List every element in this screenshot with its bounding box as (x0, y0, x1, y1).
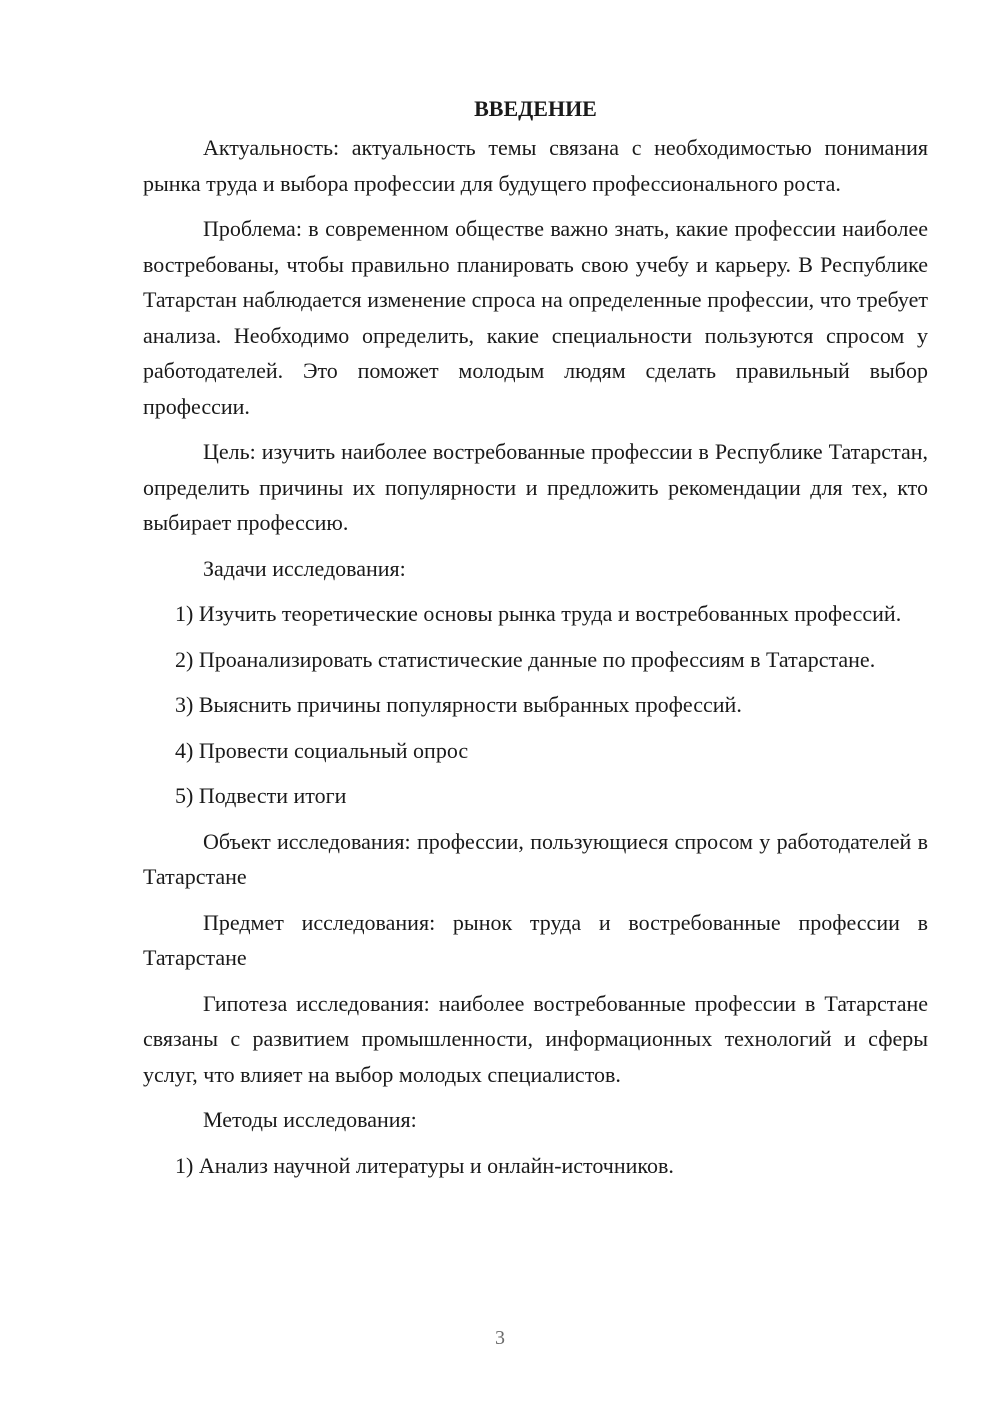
paragraph-goal: Цель: изучить наиболее востребованные профессии в Республике Татарстан, определить причины их популярности и предложить рекомендации для тех, кто выбирает профессию. (143, 439, 928, 535)
paragraph-subject: Предмет исследования: рынок труда и востребованные профессии в Татарстане (143, 909, 928, 970)
paragraph-problem: Проблема: в современном обществе важно знать, какие профессии наиболее востребованы, чтобы правильно планировать свою учебу и карьеру. В Республике Татарстан наблюдается изменение спроса на определенные профессии, что требует анализа. Необходимо определить, какие специальности пользуются спросом у работодателей. Это поможет молодым людям сделать правильный выбор профессии. (143, 216, 928, 419)
page-number: 3 (495, 1327, 505, 1349)
document-page (143, 92, 928, 1193)
section-heading: ВВЕДЕНИЕ (474, 96, 597, 121)
methods-heading: Методы исследования: (203, 1107, 417, 1132)
task-item: 1) Изучить теоретические основы рынка труда и востребованных профессий. (175, 601, 902, 626)
paragraph-relevance: Актуальность: актуальность темы связана с необходимостью понимания рынка труда и выбора профессии для будущего профессионального роста. (143, 135, 928, 196)
method-item: 1) Анализ научной литературы и онлайн-источников. (175, 1152, 674, 1178)
task-item: 2) Проанализировать статистические данные по профессиям в Татарстане. (175, 646, 876, 672)
paragraph-object: Объект исследования: профессии, пользующиеся спросом у работодателей в Татарстане (143, 828, 928, 889)
task-item: 5) Подвести итоги (175, 783, 347, 808)
task-item: 4) Провести социальный опрос (175, 737, 469, 763)
task-item: 3) Выяснить причины популярности выбранных профессий. (175, 692, 742, 717)
paragraph-hypothesis: Гипотеза исследования: наиболее востребованные профессии в Татарстане связаны с развитием промышленности, информационных технологий и сферы услуг, что влияет на выбор молодых специалистов. (143, 990, 928, 1087)
tasks-heading: Задачи исследования: (203, 555, 406, 581)
